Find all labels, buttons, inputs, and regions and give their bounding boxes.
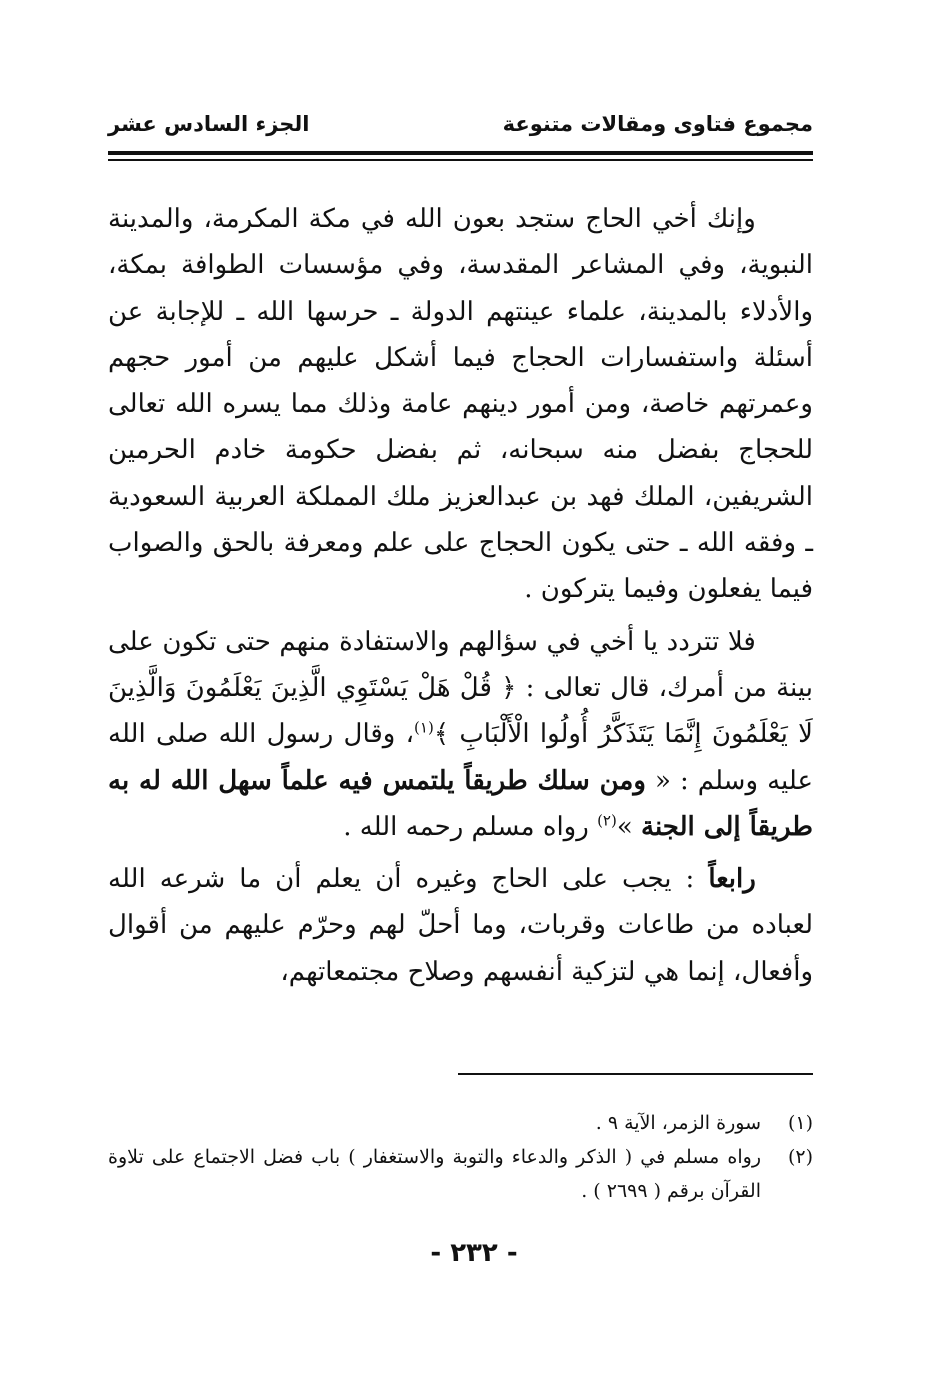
hadith-close: » bbox=[616, 811, 642, 842]
paragraph-2 bbox=[108, 619, 813, 850]
main-text bbox=[108, 196, 813, 995]
paragraph-3 bbox=[108, 856, 813, 995]
footnotes bbox=[108, 1106, 813, 1208]
paragraph-2-intro: فلا تتردد يا أخي في سؤالهم والاستفادة منهم حتى تكون على بينة من أمرك، قال تعالى : bbox=[108, 626, 813, 703]
footnote-number: (١) bbox=[787, 1112, 813, 1134]
footnote-2 bbox=[108, 1140, 813, 1208]
footnote-number: (٢) bbox=[787, 1146, 813, 1168]
paragraph-2-mid: ، وقال رسول الله صلى الله عليه وسلم : « bbox=[108, 719, 813, 796]
book-title: مجموع فتاوى ومقالات متنوعة bbox=[502, 112, 813, 136]
paragraph-1: وإنك أخي الحاج ستجد بعون الله في مكة المكرمة، والمدينة النبوية، وفي المشاعر المقدسة، وفي مؤسسات الطوافة بمكة، والأدلاء بالمدينة، علماء عينتهم الدولة ـ حرسها الله ـ للإجابة عن أسئلة واستفسارات الحجاج فيما أشكل عليهم من أمور حجهم وعمرتهم خاصة، ومن أمور دينهم عامة وذلك مما يسره الله تعالى للحجاج بفضل منه سبحانه، ثم بفضل حكومة خادم الحرمين الشريفين، الملك فهد بن عبدالعزيز ملك المملكة العربية السعودية ـ وفقه الله ـ حتى يكون الحجاج على علم ومعرفة بالحق والصواب فيما يفعلون وفيما يتركون . bbox=[108, 204, 813, 605]
footnote-ref-2: (٢) bbox=[597, 811, 617, 830]
footnote-separator bbox=[458, 1073, 813, 1075]
volume-part: الجزء السادس عشر bbox=[108, 112, 310, 136]
footnote-text: سورة الزمر، الآية ٩ . bbox=[595, 1112, 761, 1134]
footnote-ref-1: (١) bbox=[414, 718, 434, 737]
header-rule-thin bbox=[108, 159, 813, 161]
page-number: - ٢٣٢ - bbox=[430, 1238, 518, 1268]
paragraph-3-text: : يجب على الحاج وغيره أن يعلم أن ما شرعه الله لعباده من طاعات وقربات، وما أحلّ لهم وحرّم عليهم من أقوال وأفعال، إنما هي لتزكية أنفسهم وصلاح مجتمعاتهم، bbox=[108, 864, 813, 987]
footnote-text: رواه مسلم في ( الذكر والدعاء والتوبة والاستغفار ) باب فضل الاجتماع على تلاوة القرآن برقم ( ٢٦٩٩ ) . bbox=[108, 1146, 761, 1202]
paragraph-2-end: رواه مسلم رحمه الله . bbox=[343, 811, 598, 842]
quran-verse: ﴿ قُلْ هَلْ يَسْتَوِي الَّذِينَ يَعْلَمُونَ وَالَّذِينَ لَا يَعْلَمُونَ إِنَّمَا يَتَذَكَّرُ أُولُوا الْأَلْبَابِ ﴾ bbox=[108, 672, 813, 750]
footnote-1 bbox=[108, 1106, 813, 1140]
header-rule-thick bbox=[108, 151, 813, 155]
hadith-text: ومن سلك طريقاً يلتمس فيه علماً سهل الله له به طريقاً إلى الجنة bbox=[108, 765, 813, 842]
paragraph-3-label: رابعاً bbox=[708, 864, 756, 895]
running-header bbox=[108, 112, 813, 146]
